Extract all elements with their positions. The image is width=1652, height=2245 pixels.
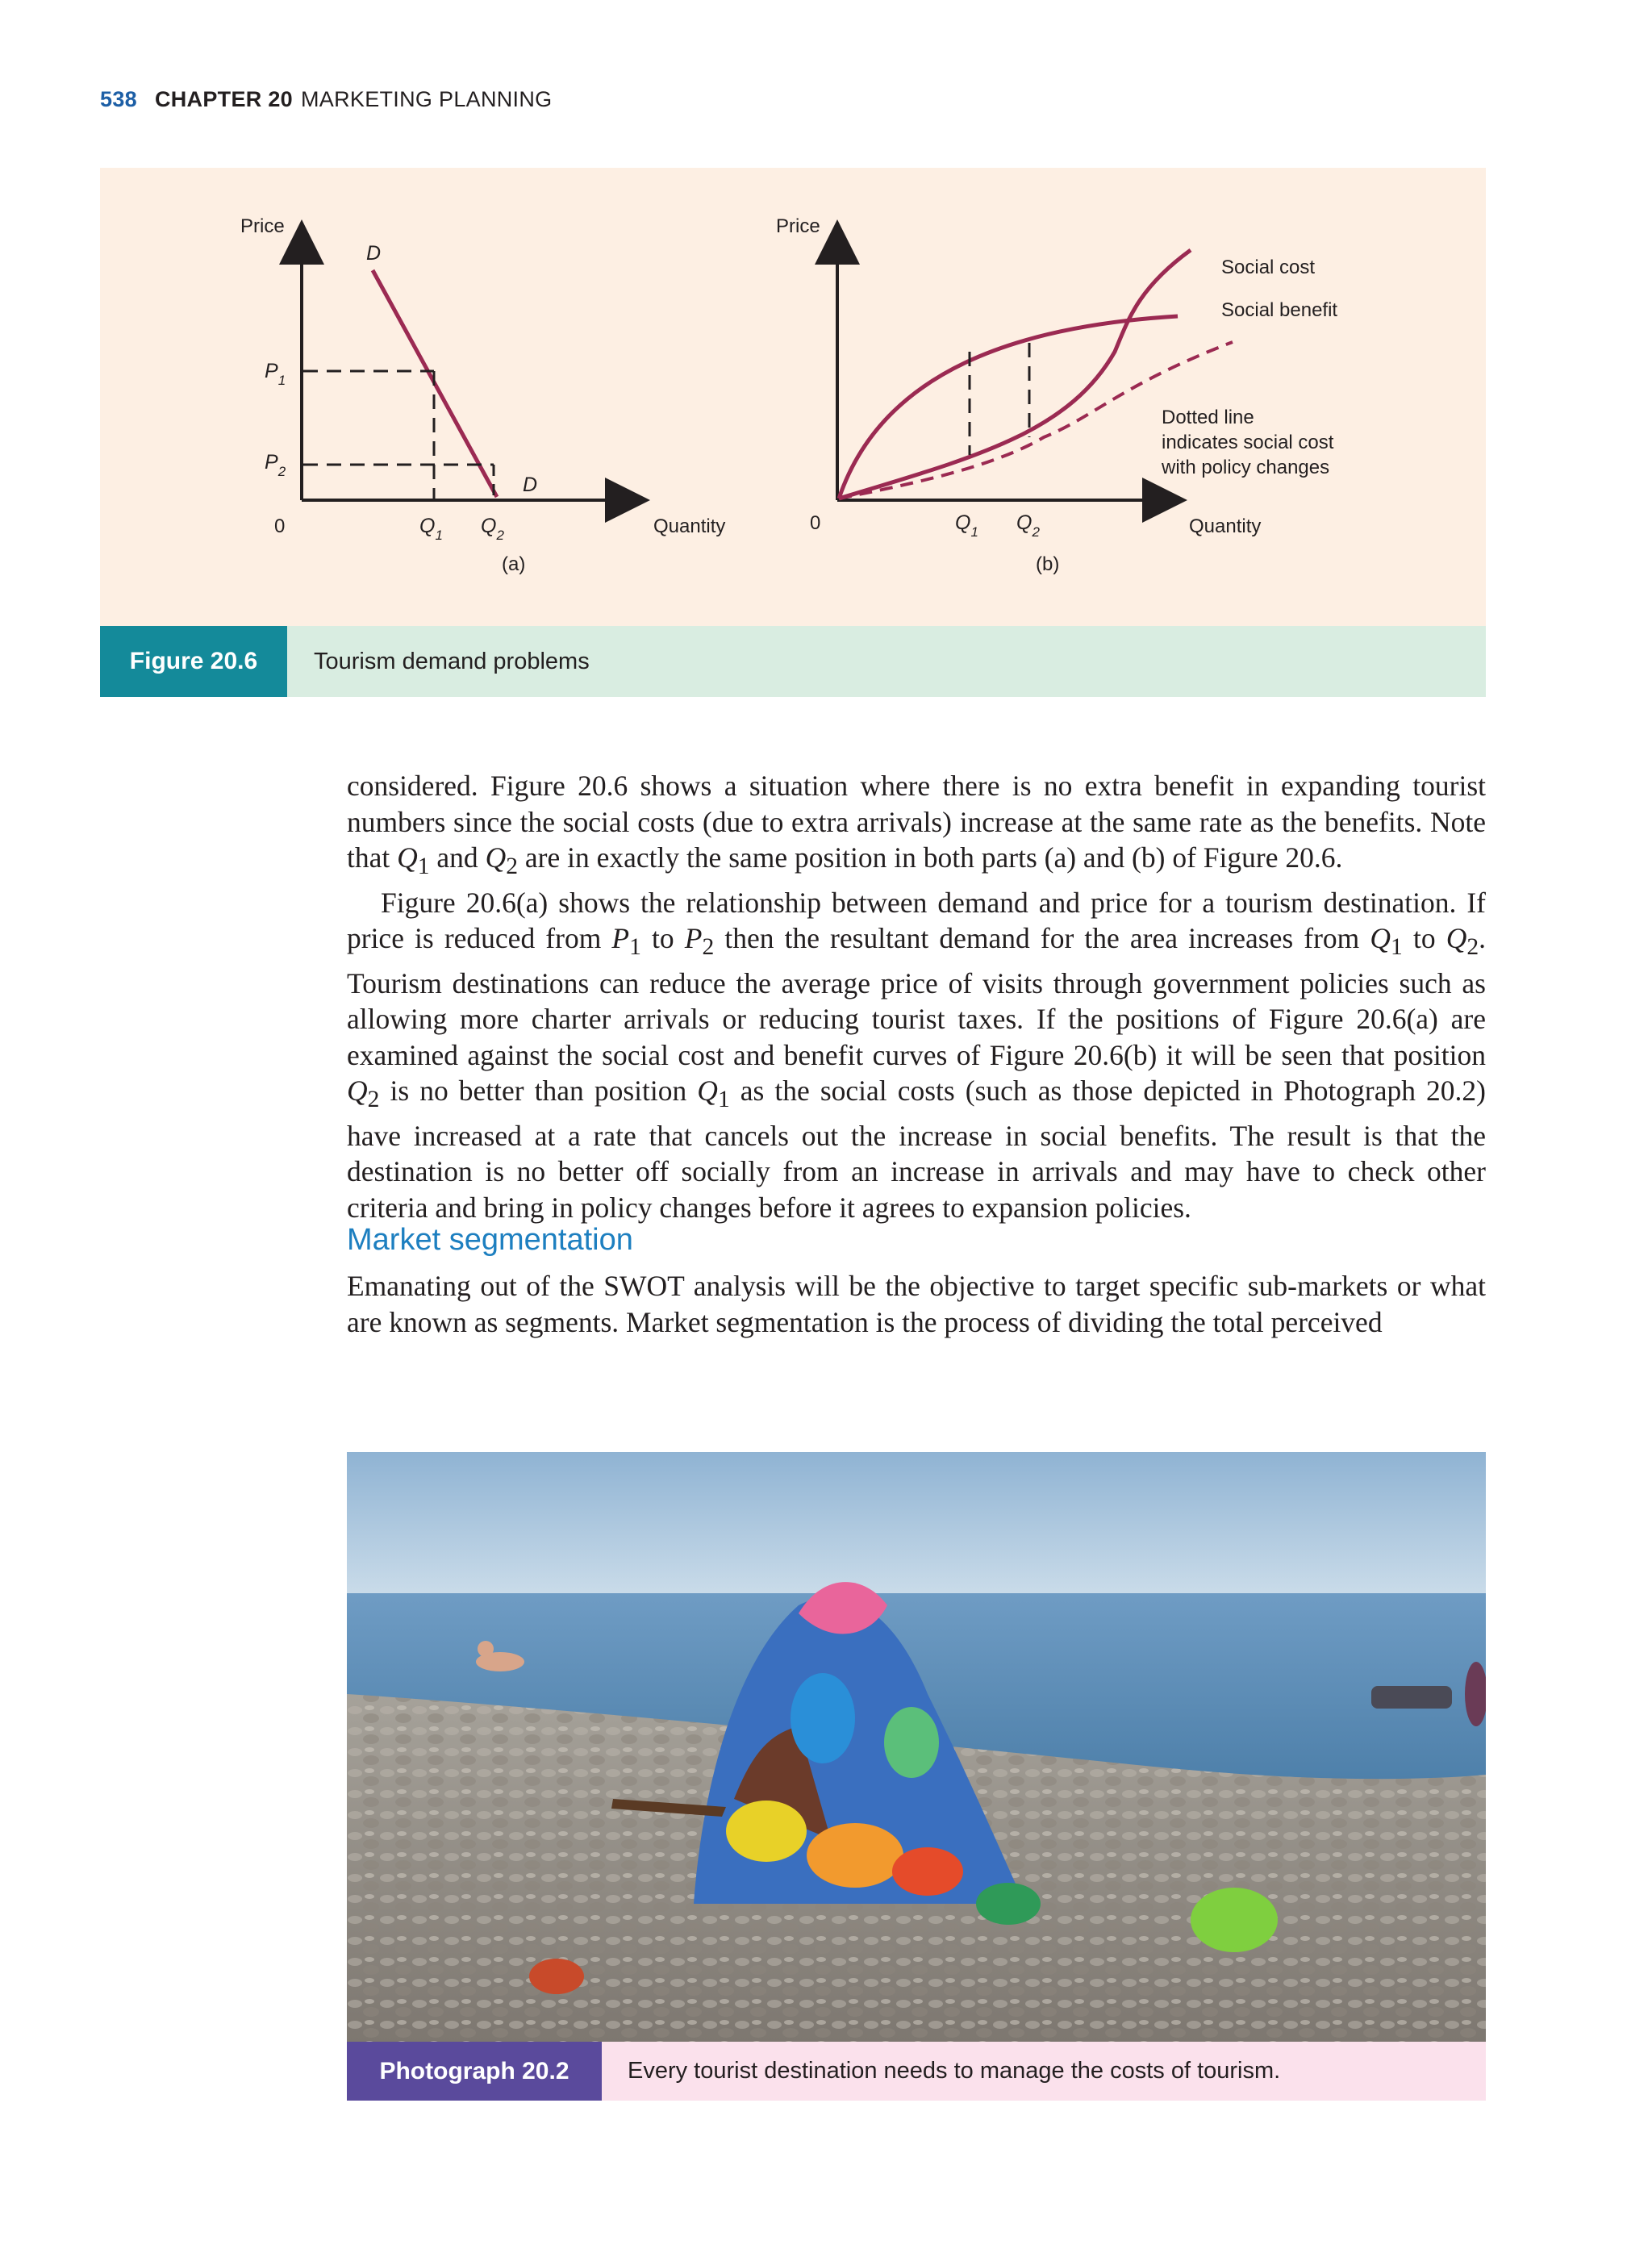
page-header [100,87,552,112]
b-panel-label: (b) [1036,553,1060,575]
chapter-number: CHAPTER 20 [154,87,293,111]
sky [347,1452,1486,1593]
paragraph-1: considered. Figure 20.6 shows a situation where there is no extra benefit in expanding tourist numbers since the social costs (due to extra arrivals) increase at the same rate as the benefits. Note that $Q_1$ and $Q_2$ are in exactly the same position in both parts (a) and (b) of Figure 20.6. [347,770,1486,880]
chapter-title: MARKETING PLANNING [301,87,553,111]
a-panel-label: (a) [502,553,526,575]
b-x-label: Quantity [1189,515,1262,537]
figure-label: Figure 20.6 [100,626,287,697]
paragraph-2: Figure 20.6(a) shows the relationship between demand and price for a tourism destination. If price is reduced from $P_1$ to $P_2$ then the resultant demand for the area increases from $Q_1$ to $Q_2$. Tourism destinations can reduce the average price of visits through government policies such as allowing more charter arrivals or reducing tourist taxes. If the positions of Figure 20.6(a) are examined against the social cost and benefit curves of Figure 20.6(b) it will be seen that position $Q_2$ is no better than position $Q_1$ as the social costs (such as those depicted in Photograph 20.2) have increased at a rate that cancels out the increase in social benefits. The result is that the destination is no better off socially from an increase in arrivals and may have to check other criteria and bring in policy changes before it agrees to expansion policies. [347,886,1486,1224]
photo-caption: Every tourist destination needs to manage the costs of tourism. [628,2058,1281,2084]
a-p1-label: $P_1$ [265,360,286,388]
figure-diagram [100,168,1486,626]
a-y-label: Price [240,215,285,237]
diagram-b [776,215,1337,575]
section-heading: Market segmentation [347,1223,633,1257]
a-q1-label: $Q_1$ [419,515,443,543]
photo-label: Photograph 20.2 [347,2042,602,2101]
b-q1-label: $Q_1$ [955,511,978,540]
section-text: Emanating out of the SWOT analysis will be the objective to target specific sub-markets or what are known as segments. Market segmentation is the process of dividing the total perceived [347,1270,1486,1338]
a-origin: 0 [274,515,286,537]
b-dotted-note-3: with policy changes [1162,457,1330,478]
beach-litter-photo [347,1452,1486,2042]
b-dotted-note-2: indicates social cost [1162,432,1334,453]
figure-caption: Tourism demand problems [314,649,590,674]
b-social-cost-curve [839,250,1191,499]
a-demand-label-bottom: D [523,474,538,496]
b-y-label: Price [776,215,820,237]
figure-panel [100,168,1486,626]
b-dotted-note-1: Dotted line [1162,407,1254,428]
b-social-cost-label: Social cost [1221,257,1316,278]
b-social-benefit-label: Social benefit [1221,299,1338,321]
a-p2-label: $P_2$ [265,451,286,479]
a-x-label: Quantity [653,515,726,537]
a-q2-label: $Q_2$ [481,515,504,543]
photo-illustration [347,1452,1486,2042]
body-text [347,768,1486,1225]
b-origin: 0 [810,512,821,534]
photo-caption-bar [347,2042,1486,2101]
b-q2-label: $Q_2$ [1016,511,1040,540]
figure-caption-bar [100,626,1486,697]
a-demand-label-top: D [366,242,382,265]
diagram-a [240,215,725,575]
page-number: 538 [100,87,137,111]
b-social-benefit-curve [839,316,1178,499]
